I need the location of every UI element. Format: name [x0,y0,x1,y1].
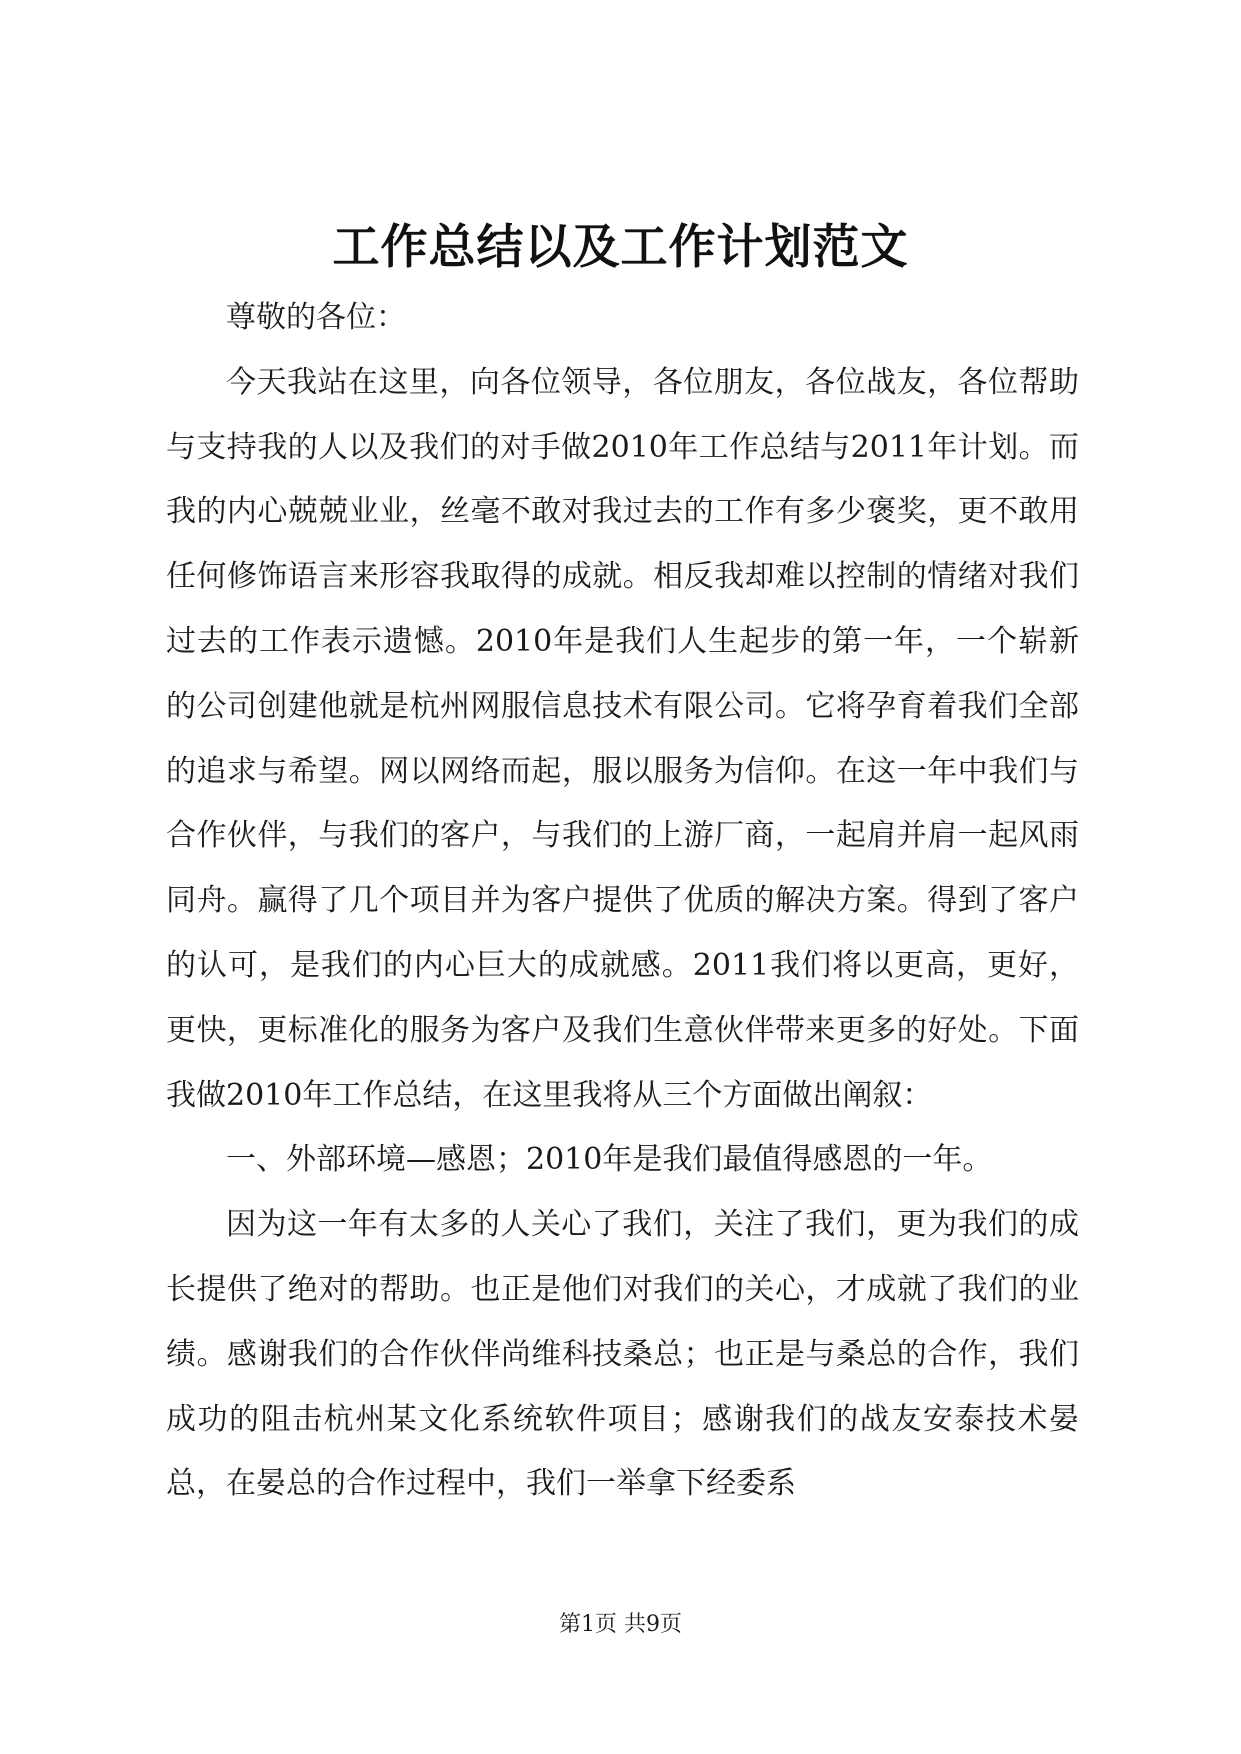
page-footer: 第1页 共9页 [559,1612,682,1637]
section-heading-paragraph: 一、外部环境—感恩；2010年是我们最值得感恩的一年。 [226,1142,993,1178]
body-paragraph: 因为这一年有太多的人关心了我们，关注了我们，更为我们的成长提供了绝对的帮助。也正是他们对我们的关心，才成就了我们的业绩。感谢我们的合作伙伴尚维科技桑总；也正是与桑总的合作，我们成功的阻击杭州某文化系统软件项目；感谢我们的战友安泰技术晏总，在晏总的合作过程中，我们一举拿下经委系 [166,1207,1079,1502]
salutation-paragraph: 尊敬的各位： [226,300,406,335]
body-paragraph: 今天我站在这里，向各位领导，各位朋友，各位战友，各位帮助与支持我的人以及我们的对手做2010年工作总结与2011年计划。而我的内心兢兢业业，丝毫不敢对我过去的工作有多少褒奖，更不敢用任何修饰语言来形容我取得的成就。相反我却难以控制的情绪对我们过去的工作表示遗憾。2010年是我们人生起步的第一年，一个崭新的公司创建他就是杭州网服信息技术有限公司。它将孕育着我们全部的追求与希望。网以网络而起，服以服务为信仰。在这一年中我们与合作伙伴，与我们的客户，与我们的上游厂商，一起肩并肩一起风雨同舟。赢得了几个项目并为客户提供了优质的解决方案。得到了客户的认可，是我们的内心巨大的成就感。2011我们将以更高，更好，更快，更标准化的服务为客户及我们生意伙伴带来更多的好处。下面我做2010年工作总结，在这里我将从三个方面做出阐叙： [166,364,1079,1113]
document-title: 工作总结以及工作计划范文 [332,220,909,275]
document-body [166,286,1079,1517]
